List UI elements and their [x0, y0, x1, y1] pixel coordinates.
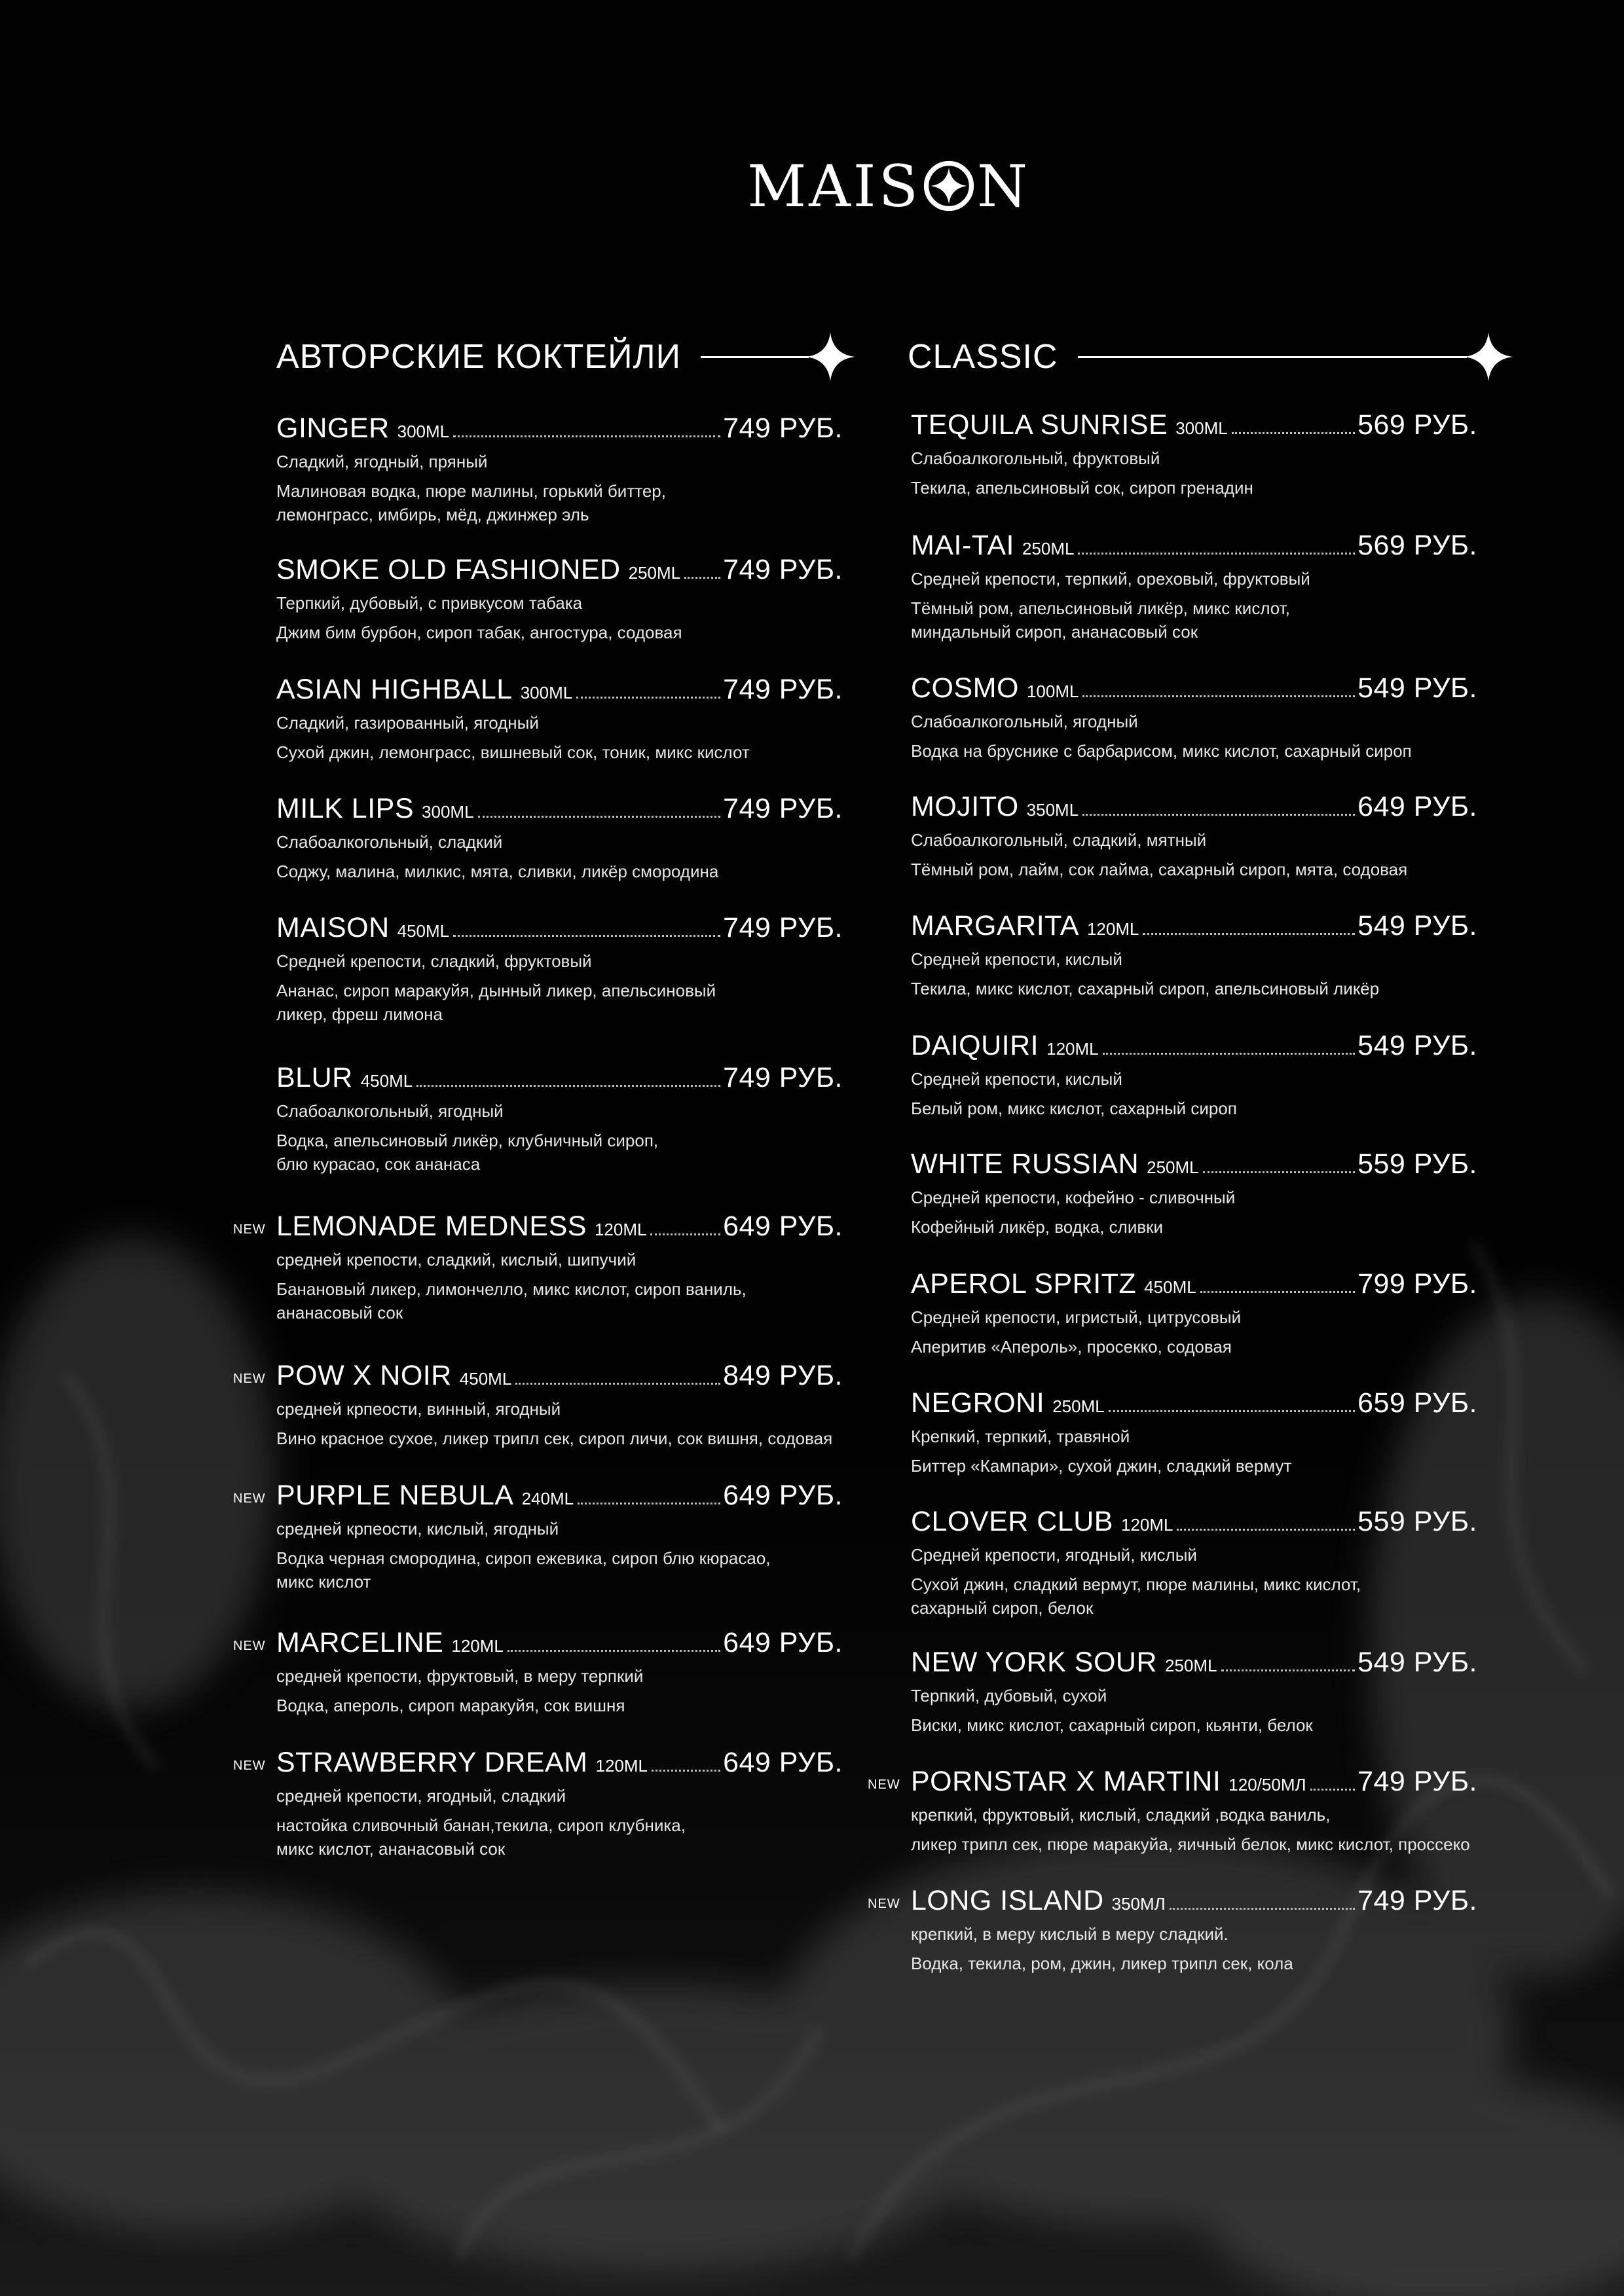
- item-price: 649 РУБ.: [723, 1211, 843, 1242]
- item-price: 659 РУБ.: [1357, 1387, 1477, 1419]
- menu-item-pornstar-x-martini: [868, 1766, 1477, 1856]
- logo-text-s: S: [878, 152, 921, 220]
- item-taste: Слабоалкогольный, сладкий, мятный: [911, 830, 1207, 850]
- item-title-row: [911, 1030, 1477, 1062]
- item-taste: Средней крепости, кофейно - сливочный: [911, 1188, 1236, 1207]
- item-taste: Средней крепости, терпкий, ореховый, фруктовый: [911, 569, 1310, 589]
- item-description: [276, 447, 843, 526]
- menu-item-mojito: [911, 791, 1477, 881]
- dot-leader: [416, 1085, 720, 1087]
- item-volume: 300ML: [397, 422, 450, 441]
- item-name: MILK LIPS: [276, 793, 415, 824]
- item-name: MOJITO: [911, 791, 1019, 822]
- section-header-classic: [908, 331, 1514, 382]
- item-price: 849 РУБ.: [723, 1360, 843, 1391]
- item-ingredients: Водка, апельсиновый ликёр, клубничный сироп, блю курасао, сок ананаса: [276, 1131, 659, 1174]
- item-title-row: [276, 1211, 843, 1243]
- item-name: BLUR: [276, 1062, 353, 1093]
- item-title-row: [276, 1360, 843, 1392]
- item-volume: 250ML: [1022, 539, 1075, 558]
- menu-item-purple-nebula: [233, 1480, 843, 1594]
- sparkle-o-icon: [922, 159, 976, 213]
- item-title-row: [911, 1766, 1477, 1798]
- item-title-row: [911, 530, 1477, 562]
- sparkle-icon: [805, 331, 856, 382]
- item-volume: 300ML: [1175, 418, 1228, 438]
- item-ingredients: Водка, апероль, сироп маракуйя, сок вишня: [276, 1696, 625, 1715]
- item-ingredients: ликер трипл сек, пюре маракуйа, яичный белок, микс кислот, проссеко: [911, 1834, 1470, 1854]
- item-price: 549 РУБ.: [1357, 1030, 1477, 1061]
- dot-leader: [652, 1770, 720, 1772]
- dot-leader: [1143, 933, 1355, 935]
- item-description: [911, 1303, 1477, 1358]
- dot-leader: [578, 1503, 720, 1504]
- item-description: [276, 1662, 843, 1717]
- item-taste: Средней крепости, сладкий, фруктовый: [276, 951, 592, 971]
- item-volume: 300ML: [422, 802, 474, 822]
- divider-line: [1078, 356, 1467, 358]
- item-description: [276, 828, 843, 883]
- item-description: [276, 1781, 843, 1861]
- item-price: 649 РУБ.: [1357, 791, 1477, 822]
- item-name: LONG ISLAND: [911, 1885, 1104, 1916]
- item-description: [911, 1540, 1477, 1620]
- item-description: [911, 1800, 1477, 1856]
- item-description: [276, 947, 843, 1026]
- item-volume: 120/50МЛ: [1228, 1775, 1306, 1795]
- menu-item-white-russian: [911, 1148, 1477, 1239]
- item-ingredients: Виски, микс кислот, сахарный сироп, кьянти, белок: [911, 1715, 1313, 1735]
- item-name: NEW YORK SOUR: [911, 1647, 1158, 1678]
- item-title-row: [911, 1506, 1477, 1538]
- menu-item-new-york-sour: [911, 1647, 1477, 1737]
- item-taste: Сладкий, ягодный, пряный: [276, 452, 488, 471]
- new-badge: NEW: [233, 1758, 266, 1773]
- item-title-row: [276, 1747, 843, 1779]
- new-badge: NEW: [233, 1372, 266, 1386]
- item-volume: 120ML: [1046, 1039, 1099, 1059]
- item-ingredients: Банановый ликер, лимончелло, микс кислот, сироп ваниль, ананасовый сок: [276, 1279, 747, 1322]
- item-volume: 450ML: [397, 921, 450, 941]
- item-volume: 450ML: [1144, 1277, 1196, 1297]
- dot-leader: [1203, 1171, 1355, 1173]
- item-taste: средней крепости, сладкий, кислый, шипучий: [276, 1250, 637, 1269]
- new-badge: NEW: [868, 1897, 900, 1911]
- menu-item-daiquiri: [911, 1030, 1477, 1120]
- item-name: NEGRONI: [911, 1387, 1045, 1419]
- item-price: 749 РУБ.: [723, 554, 843, 585]
- item-price: 749 РУБ.: [1357, 1885, 1477, 1916]
- item-description: [276, 708, 843, 764]
- dot-leader: [650, 1233, 720, 1235]
- item-volume: 350МЛ: [1111, 1894, 1166, 1914]
- item-price: 549 РУБ.: [1357, 672, 1477, 704]
- menu-item-long-island: [868, 1885, 1477, 1975]
- item-ingredients: Текила, микс кислот, сахарный сироп, апельсиновый ликёр: [911, 979, 1380, 998]
- item-price: 549 РУБ.: [1357, 1647, 1477, 1678]
- dot-leader: [453, 435, 720, 437]
- menu-item-strawberry-dream: [233, 1747, 843, 1861]
- menu-item-tequila-sunrise: [911, 409, 1477, 500]
- item-taste: Сладкий, газированный, ягодный: [276, 713, 539, 733]
- item-ingredients: Сухой джин, лемонграсс, вишневый сок, тоник, микс кислот: [276, 742, 750, 762]
- item-description: [276, 1514, 843, 1594]
- item-description: [911, 826, 1477, 881]
- menu-item-mai-tai: [911, 530, 1477, 644]
- item-volume: 240ML: [521, 1489, 574, 1508]
- menu-item-clover-club: [911, 1506, 1477, 1620]
- item-price: 749 РУБ.: [1357, 1766, 1477, 1797]
- item-ingredients: настойка сливочный банан,текила, сироп клубника, микс кислот, ананасовый сок: [276, 1815, 686, 1859]
- item-ingredients: Соджу, малина, милкис, мята, сливки, ликёр смородина: [276, 862, 719, 881]
- sparkle-icon: [1463, 331, 1514, 382]
- item-price: 569 РУБ.: [1357, 409, 1477, 441]
- item-title-row: [911, 1647, 1477, 1679]
- dot-leader: [1082, 814, 1355, 816]
- item-volume: 120ML: [1086, 919, 1139, 939]
- section-title: CLASSIC: [908, 338, 1058, 376]
- item-title-row: [911, 910, 1477, 942]
- dot-leader: [1177, 1529, 1355, 1531]
- item-volume: 120ML: [595, 1756, 648, 1776]
- item-price: 559 РУБ.: [1357, 1148, 1477, 1180]
- item-description: [911, 1065, 1477, 1120]
- item-title-row: [911, 1387, 1477, 1419]
- item-ingredients: Ананас, сироп маракуйя, дынный ликер, апельсиновый ликер, фреш лимона: [276, 981, 716, 1024]
- item-ingredients: Водка черная смородина, сироп ежевика, сироп блю кюрасао, микс кислот: [276, 1548, 771, 1592]
- item-taste: Средней крепости, кислый: [911, 1069, 1122, 1089]
- item-title-row: [911, 791, 1477, 823]
- new-badge: NEW: [233, 1222, 266, 1237]
- item-price: 649 РУБ.: [723, 1627, 843, 1658]
- item-ingredients: Джим бим бурбон, сироп табак, ангостура, содовая: [276, 623, 682, 642]
- item-name: CLOVER CLUB: [911, 1506, 1113, 1537]
- item-price: 749 РУБ.: [723, 1062, 843, 1093]
- item-price: 799 РУБ.: [1357, 1268, 1477, 1300]
- item-title-row: [276, 412, 843, 445]
- menu-item-marceline: [233, 1627, 843, 1717]
- menu-item-milk-lips: [276, 793, 843, 883]
- item-volume: 250ML: [1052, 1396, 1105, 1416]
- item-taste: Слабоалкогольный, фруктовый: [911, 448, 1160, 468]
- item-ingredients: Водка на бруснике с барбарисом, микс кислот, сахарный сироп: [911, 741, 1412, 761]
- item-ingredients: Белый ром, микс кислот, сахарный сироп: [911, 1099, 1237, 1118]
- item-name: ASIAN HIGHBALL: [276, 674, 513, 705]
- item-ingredients: Биттер «Кампари», сухой джин, сладкий вермут: [911, 1456, 1292, 1476]
- item-price: 549 РУБ.: [1357, 910, 1477, 941]
- item-volume: 450ML: [360, 1071, 413, 1091]
- item-price: 569 РУБ.: [1357, 530, 1477, 561]
- item-description: [276, 1394, 843, 1450]
- item-volume: 120ML: [451, 1636, 504, 1656]
- item-ingredients: Аперитив «Апероль», просекко, содовая: [911, 1337, 1232, 1357]
- item-price: 749 РУБ.: [723, 912, 843, 943]
- item-name: TEQUILA SUNRISE: [911, 409, 1168, 441]
- item-description: [911, 564, 1477, 644]
- menu-item-negroni: [911, 1387, 1477, 1478]
- menu-item-maison: [276, 912, 843, 1026]
- item-description: [276, 1245, 843, 1324]
- item-description: [911, 1183, 1477, 1239]
- item-name: WHITE RUSSIAN: [911, 1148, 1139, 1180]
- item-title-row: [911, 1148, 1477, 1180]
- item-taste: Слабоалкогольный, сладкий: [276, 832, 503, 852]
- menu-item-blur: [276, 1062, 843, 1176]
- item-taste: средней крпеости, винный, ягодный: [276, 1399, 561, 1419]
- menu-item-margarita: [911, 910, 1477, 1000]
- item-volume: 100ML: [1026, 682, 1079, 701]
- item-description: [911, 1681, 1477, 1737]
- item-taste: Слабоалкогольный, ягодный: [276, 1101, 504, 1121]
- dot-leader: [576, 697, 720, 699]
- item-price: 749 РУБ.: [723, 412, 843, 444]
- item-taste: средней крепости, ягодный, сладкий: [276, 1786, 566, 1806]
- dot-leader: [1200, 1291, 1355, 1293]
- item-name: SMOKE OLD FASHIONED: [276, 554, 621, 585]
- item-title-row: [276, 793, 843, 825]
- item-title-row: [911, 1268, 1477, 1300]
- item-ingredients: Вино красное сухое, ликер трипл сек, сироп личи, сок вишня, содовая: [276, 1429, 833, 1448]
- item-volume: 250ML: [1147, 1157, 1199, 1177]
- dot-leader: [1170, 1908, 1355, 1910]
- item-taste: средней крпеости, кислый, ягодный: [276, 1519, 559, 1539]
- item-name: MARGARITA: [911, 910, 1079, 941]
- dot-leader: [515, 1383, 720, 1385]
- item-taste: Средней крепости, ягодный, кислый: [911, 1545, 1197, 1565]
- item-title-row: [276, 912, 843, 944]
- item-title-row: [276, 674, 843, 706]
- item-price: 559 РУБ.: [1357, 1506, 1477, 1537]
- item-volume: 250ML: [1165, 1656, 1217, 1675]
- new-badge: NEW: [868, 1777, 900, 1792]
- dot-leader: [1103, 1053, 1355, 1055]
- dot-leader: [453, 935, 720, 937]
- item-name: COSMO: [911, 672, 1019, 704]
- dot-leader: [1109, 1410, 1355, 1412]
- item-volume: 120ML: [594, 1220, 647, 1239]
- item-name: POW X NOIR: [276, 1360, 452, 1391]
- new-badge: NEW: [233, 1491, 266, 1506]
- item-ingredients: Тёмный ром, лайм, сок лайма, сахарный сироп, мята, содовая: [911, 860, 1408, 879]
- item-name: GINGER: [276, 412, 390, 444]
- menu-item-ginger: [276, 412, 843, 526]
- item-taste: Средней крепости, кислый: [911, 949, 1122, 969]
- item-taste: средней крепости, фруктовый, в меру терпкий: [276, 1666, 644, 1686]
- new-badge: NEW: [233, 1639, 266, 1653]
- item-price: 749 РУБ.: [723, 674, 843, 705]
- item-description: [911, 707, 1477, 763]
- item-title-row: [911, 409, 1477, 441]
- item-volume: 450ML: [459, 1369, 512, 1389]
- item-description: [911, 1422, 1477, 1478]
- item-name: MAISON: [276, 912, 390, 943]
- item-volume: 300ML: [520, 683, 573, 702]
- dot-leader: [1232, 432, 1355, 434]
- item-taste: крепкий, фруктовый, кислый, сладкий ,водка ваниль,: [911, 1805, 1331, 1825]
- menu-item-pow-x-noir: [233, 1360, 843, 1450]
- item-taste: Крепкий, терпкий, травяной: [911, 1427, 1130, 1446]
- item-taste: крепкий, в меру кислый в меру сладкий.: [911, 1924, 1228, 1944]
- menu-item-lemonade-medness: [233, 1211, 843, 1324]
- item-price: 649 РУБ.: [723, 1480, 843, 1511]
- item-description: [911, 444, 1477, 500]
- item-name: MAI-TAI: [911, 530, 1014, 561]
- item-ingredients: Кофейный ликёр, водка, сливки: [911, 1217, 1164, 1237]
- item-name: MARCELINE: [276, 1627, 444, 1658]
- item-description: [911, 945, 1477, 1000]
- item-title-row: [276, 1480, 843, 1512]
- menu-item-asian-highball: [276, 674, 843, 764]
- item-title-row: [276, 554, 843, 586]
- item-ingredients: Водка, текила, ром, джин, ликер трипл сек, кола: [911, 1954, 1293, 1973]
- section-header-author: [276, 331, 856, 382]
- item-name: STRAWBERRY DREAM: [276, 1747, 588, 1778]
- menu-item-cosmo: [911, 672, 1477, 763]
- item-taste: Средней крепости, игристый, цитрусовый: [911, 1307, 1242, 1327]
- menu-item-aperol-spritz: [911, 1268, 1477, 1358]
- dot-leader: [478, 816, 721, 818]
- item-ingredients: Малиновая водка, пюре малины, горький биттер, лемонграсс, имбирь, мёд, джинжер эль: [276, 481, 666, 524]
- item-description: [276, 1097, 843, 1176]
- item-taste: Терпкий, дубовый, с привкусом табака: [276, 593, 583, 613]
- dot-leader: [1078, 553, 1355, 555]
- item-volume: 350ML: [1026, 800, 1079, 820]
- menu-item-smoke-old-fashioned: [276, 554, 843, 644]
- item-taste: Терпкий, дубовый, сухой: [911, 1686, 1107, 1705]
- item-ingredients: Сухой джин, сладкий вермут, пюре малины, микс кислот, сахарный сироп, белок: [911, 1575, 1361, 1618]
- logo-text-left: MAI: [747, 152, 879, 220]
- item-name: DAIQUIRI: [911, 1030, 1039, 1061]
- item-name: PURPLE NEBULA: [276, 1480, 514, 1511]
- item-title-row: [276, 1627, 843, 1659]
- item-title-row: [911, 1885, 1477, 1917]
- item-description: [276, 589, 843, 644]
- item-price: 649 РУБ.: [723, 1747, 843, 1778]
- divider-line: [701, 356, 809, 358]
- section-title: АВТОРСКИЕ КОКТЕЙЛИ: [276, 338, 681, 376]
- item-description: [911, 1920, 1477, 1975]
- item-name: APEROL SPRITZ: [911, 1268, 1137, 1300]
- dot-leader: [1221, 1669, 1356, 1671]
- item-volume: 250ML: [628, 563, 681, 583]
- item-ingredients: Тёмный ром, апельсиновый ликёр, микс кислот, миндальный сироп, ананасовый сок: [911, 598, 1290, 642]
- item-taste: Слабоалкогольный, ягодный: [911, 712, 1138, 731]
- item-volume: 120ML: [1120, 1515, 1173, 1535]
- dot-leader: [1082, 695, 1355, 697]
- item-ingredients: Текила, апельсиновый сок, сироп гренадин: [911, 478, 1253, 498]
- item-name: PORNSTAR X MARTINI: [911, 1766, 1221, 1797]
- dot-leader: [507, 1650, 720, 1652]
- item-title-row: [911, 672, 1477, 704]
- logo-text-n: N: [976, 152, 1030, 220]
- maison-logo: [735, 152, 1043, 220]
- item-name: LEMONADE MEDNESS: [276, 1211, 587, 1242]
- dot-leader: [1310, 1789, 1356, 1791]
- item-price: 749 РУБ.: [723, 793, 843, 824]
- item-title-row: [276, 1062, 843, 1094]
- dot-leader: [684, 577, 720, 579]
